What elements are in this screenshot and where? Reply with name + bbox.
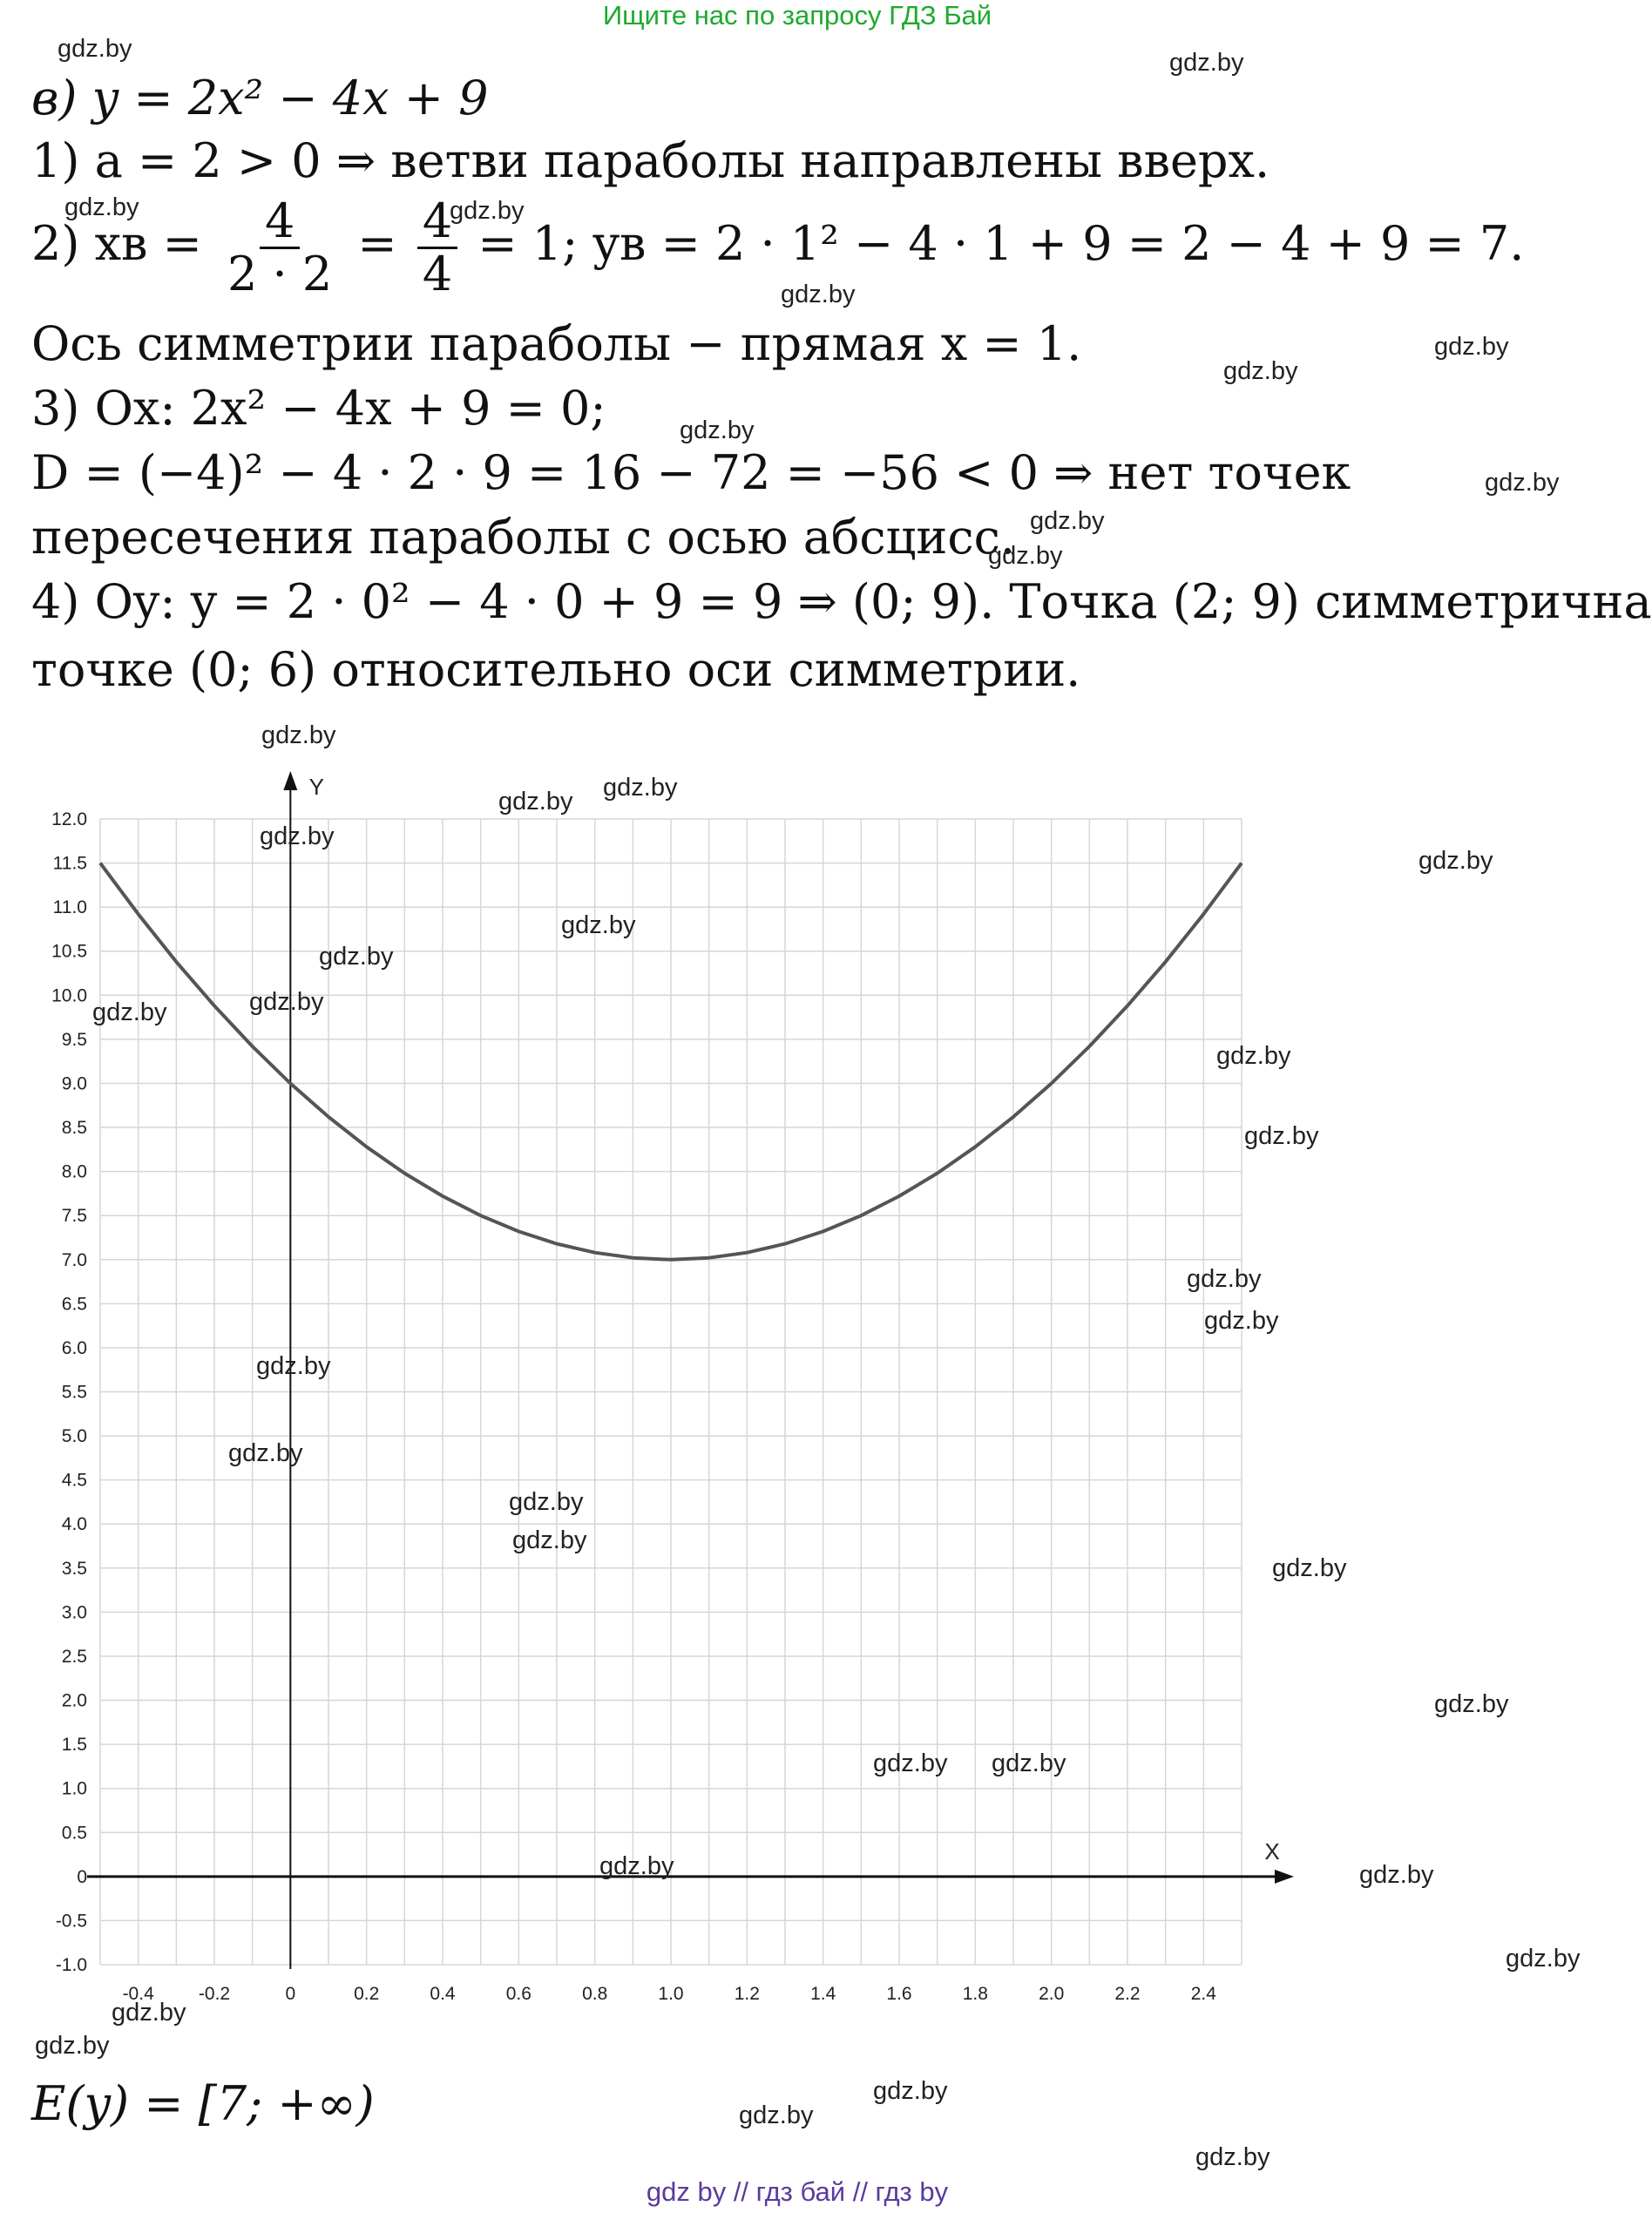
- footer-links: gdz by // гдз бай // гдз by: [646, 2176, 949, 2207]
- watermark: gdz.by: [1169, 49, 1244, 77]
- y-axis-label: Y: [308, 774, 325, 800]
- y-tick-label: 4.5: [61, 1470, 87, 1491]
- watermark: gdz.by: [450, 197, 525, 225]
- watermark: gdz.by: [58, 35, 132, 63]
- x-tick-label: 1.8: [962, 1984, 988, 2004]
- watermark: gdz.by: [1272, 1554, 1347, 1582]
- y-tick-label: -0.5: [55, 1911, 87, 1932]
- watermark: gdz.by: [260, 822, 335, 850]
- y-tick-label: 10.5: [51, 941, 87, 962]
- step-4: 4) Oy: y = 2 · 0² − 4 · 0 + 9 = 9 ⇒ (0; 9). Точка (2; 9) симметрична: [31, 574, 1652, 629]
- watermark: gdz.by: [1359, 1861, 1434, 1889]
- y-tick-label: 5.5: [61, 1382, 87, 1403]
- x-tick-label: 0: [285, 1984, 296, 2004]
- y-axis-arrow: [283, 771, 297, 790]
- fraction-1-denominator: 2 · 2: [227, 246, 333, 301]
- x-tick-label: 2.2: [1114, 1984, 1141, 2004]
- step-2-equals: =: [357, 216, 397, 271]
- y-tick-label: 2.5: [61, 1646, 87, 1667]
- x-tick-label: 2.0: [1039, 1984, 1065, 2004]
- x-tick-label: 1.6: [886, 1984, 912, 2004]
- range-of-function: E(y) = [7; +∞): [31, 2076, 375, 2131]
- y-tick-label: 3.5: [61, 1558, 87, 1579]
- y-tick-label: 9.5: [61, 1029, 87, 1050]
- watermark: gdz.by: [249, 988, 324, 1016]
- fraction-1: [222, 193, 337, 301]
- discriminant-line: D = (−4)² − 4 · 2 · 9 = 16 − 72 = −56 < 0 ⇒ нет точек: [31, 445, 1351, 500]
- y-tick-label: 11.0: [52, 897, 87, 918]
- y-tick-label: -1.0: [55, 1955, 87, 1975]
- x-axis-arrow: [1275, 1870, 1294, 1884]
- watermark: gdz.by: [739, 2101, 814, 2129]
- watermark: gdz.by: [599, 1852, 674, 1880]
- step-2: [31, 193, 1525, 301]
- y-tick-label: 1.0: [61, 1778, 87, 1799]
- y-tick-label: 6.0: [61, 1337, 87, 1358]
- fraction-2-denominator: 4: [422, 246, 453, 301]
- watermark: gdz.by: [1223, 357, 1298, 385]
- symmetry-axis-line: Ось симметрии параболы − прямая x = 1.: [31, 316, 1082, 371]
- watermark: gdz.by: [498, 788, 573, 815]
- y-tick-label: 7.5: [61, 1206, 87, 1227]
- y-tick-label: 11.5: [52, 853, 87, 874]
- y-tick-label: 3.0: [61, 1602, 87, 1623]
- y-tick-label: 9.0: [61, 1073, 87, 1094]
- x-tick-label: 1.4: [810, 1984, 836, 2004]
- x-tick-label: 0.4: [430, 1984, 456, 2004]
- watermark: gdz.by: [1434, 1690, 1509, 1718]
- x-axis-label: X: [1264, 1837, 1280, 1864]
- x-tick-label: 0.8: [582, 1984, 608, 2004]
- top-banner: Ищите нас по запросу ГДЗ Бай: [602, 0, 992, 30]
- watermark: gdz.by: [603, 774, 678, 802]
- step-2-prefix: 2) xв =: [31, 216, 202, 271]
- x-tick-label: 1.0: [658, 1984, 684, 2004]
- y-tick-label: 6.5: [61, 1294, 87, 1315]
- x-tick-label: 0.2: [354, 1984, 380, 2004]
- watermark: gdz.by: [256, 1352, 331, 1380]
- watermark: gdz.by: [1030, 507, 1105, 535]
- step-3: 3) Ox: 2x² − 4x + 9 = 0;: [31, 381, 606, 436]
- watermark: gdz.by: [112, 1999, 186, 2027]
- y-tick-label: 4.0: [61, 1514, 87, 1535]
- watermark: gdz.by: [561, 911, 636, 939]
- no-intersection-line: пересечения параболы с осью абсцисс.: [31, 510, 1016, 565]
- y-tick-label: 8.0: [61, 1161, 87, 1182]
- y-tick-label: 0: [77, 1866, 87, 1887]
- watermark: gdz.by: [680, 416, 755, 444]
- x-tick-label: 0.6: [505, 1984, 531, 2004]
- watermark: gdz.by: [873, 2077, 948, 2105]
- watermark: gdz.by: [1485, 469, 1560, 497]
- watermark: gdz.by: [1216, 1042, 1291, 1070]
- y-tick-label: 5.0: [61, 1426, 87, 1447]
- x-tick-label: 2.4: [1190, 1984, 1216, 2004]
- symmetric-point-line: точке (0; 6) относительно оси симметрии.: [31, 642, 1081, 697]
- step-1: 1) a = 2 > 0 ⇒ ветви параболы направлены вверх.: [31, 133, 1270, 188]
- watermark: gdz.by: [509, 1488, 584, 1516]
- y-tick-label: 8.5: [61, 1118, 87, 1139]
- watermark: gdz.by: [781, 281, 856, 308]
- x-tick-label: -0.2: [198, 1984, 231, 2004]
- watermark: gdz.by: [512, 1526, 587, 1554]
- watermark: gdz.by: [319, 943, 394, 971]
- watermark: gdz.by: [261, 721, 336, 749]
- watermark: gdz.by: [35, 2032, 110, 2060]
- watermark: gdz.by: [1418, 847, 1493, 875]
- y-tick-label: 2.0: [61, 1690, 87, 1711]
- watermark: gdz.by: [1434, 333, 1509, 361]
- watermark: gdz.by: [992, 1749, 1066, 1777]
- watermark: gdz.by: [1506, 1945, 1581, 1973]
- fraction-2-numerator: 4: [417, 196, 457, 249]
- watermark: gdz.by: [1195, 2143, 1270, 2171]
- x-tick-label: 1.2: [734, 1984, 760, 2004]
- fraction-1-numerator: 4: [260, 196, 300, 249]
- watermark: gdz.by: [873, 1749, 948, 1777]
- y-tick-label: 10.0: [51, 985, 87, 1006]
- watermark: gdz.by: [64, 193, 139, 221]
- step-2-suffix: = 1; yв = 2 · 1² − 4 · 1 + 9 = 2 − 4 + 9 = 7.: [477, 216, 1525, 271]
- parabola-chart: [0, 741, 1594, 2004]
- watermark: gdz.by: [1244, 1122, 1319, 1150]
- y-tick-label: 1.5: [61, 1735, 87, 1756]
- y-tick-label: 7.0: [61, 1249, 87, 1270]
- x-tick-label: -0.4: [122, 1984, 154, 2004]
- watermark: gdz.by: [988, 542, 1063, 570]
- watermark: gdz.by: [1204, 1307, 1279, 1335]
- y-tick-label: 0.5: [61, 1823, 87, 1844]
- watermark: gdz.by: [228, 1439, 303, 1467]
- watermark: gdz.by: [92, 998, 167, 1026]
- task-title: в) y = 2x² − 4x + 9: [31, 71, 489, 125]
- y-tick-label: 12.0: [51, 809, 87, 829]
- watermark: gdz.by: [1187, 1265, 1262, 1293]
